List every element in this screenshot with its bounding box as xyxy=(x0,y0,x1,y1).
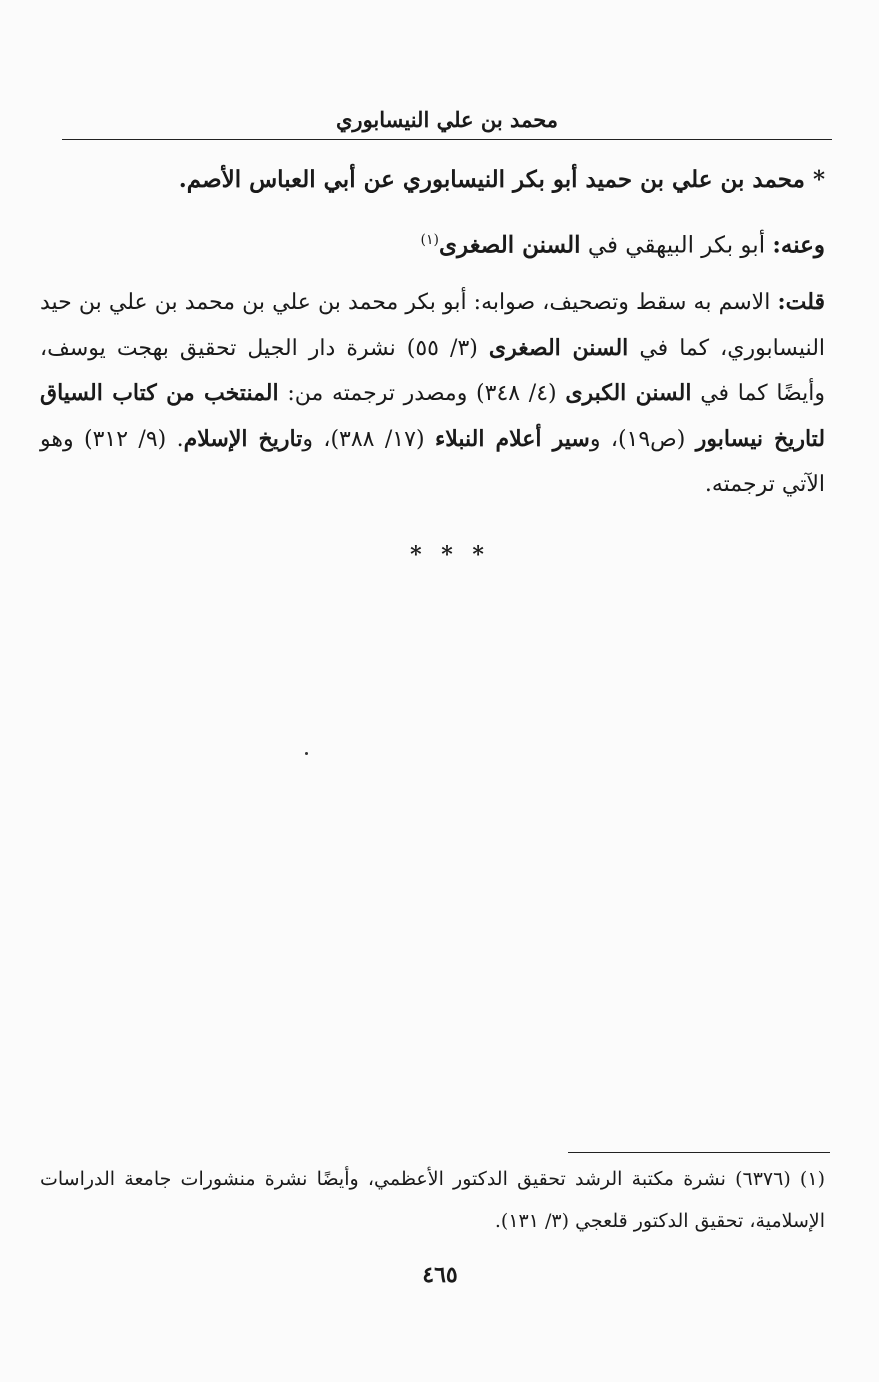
print-speck xyxy=(305,752,308,755)
footnote-rule xyxy=(568,1152,830,1153)
header-rule xyxy=(62,139,832,140)
entry-heading-text: محمد بن علي بن حميد أبو بكر النيسابوري عن أبي العباس الأصم. xyxy=(178,166,805,193)
footnote-reference[interactable]: (١) xyxy=(420,232,439,248)
footnote: (١) (٦٣٧٦) نشرة مكتبة الرشد تحقيق الدكتور الأعظمي، وأيضًا نشرة منشورات جامعة الدراسات الإسلامية، تحقيق الدكتور قلعجي (٣/ ١٣١). xyxy=(40,1168,825,1232)
note-source-sunan-sughra: السنن الصغرى xyxy=(488,334,629,361)
entry-heading xyxy=(45,160,825,200)
note-text: . (٩/ ٣١٢) وهو الآتي ترجمته. xyxy=(40,426,825,497)
note-source-siyar: سير أعلام النبلاء xyxy=(434,425,590,452)
narrator-line xyxy=(45,218,825,268)
note-source-sunan-kubra: السنن الكبرى xyxy=(565,380,692,406)
note-source-muntakhab: المنتخب من كتاب السياق لتاريخ نيسابور xyxy=(40,380,826,452)
narrator-label: وعنه: xyxy=(772,231,825,259)
running-head: محمد بن علي النيسابوري xyxy=(335,107,559,132)
narrator-text: أبو بكر البيهقي في xyxy=(587,232,766,259)
narrator-source: السنن الصغرى xyxy=(439,231,581,259)
note-paragraph xyxy=(40,280,825,508)
section-separator: * * * xyxy=(410,542,490,568)
note-label: قلت: xyxy=(777,289,825,315)
note-text: (١٧/ ٣٨٨)، و xyxy=(302,426,425,452)
note-text: الاسم به سقط وتصحيف، صوابه: أبو بكر محمد بن علي بن محمد بن علي بن حيد النيسابوري، كما في xyxy=(40,290,826,361)
note-text: (٤/ ٣٤٨) ومصدر ترجمته من: xyxy=(287,381,557,406)
note-source-tarikh: تاريخ الإسلام xyxy=(183,425,303,452)
page-number: ٤٦٥ xyxy=(422,1262,458,1288)
note-text: (ص١٩)، و xyxy=(589,426,686,452)
entry-bullet: * xyxy=(812,166,825,193)
note-text: (٣/ ٥٥) نشرة دار الجيل تحقيق بهجت يوسف، وأيضًا كما في xyxy=(40,335,825,406)
